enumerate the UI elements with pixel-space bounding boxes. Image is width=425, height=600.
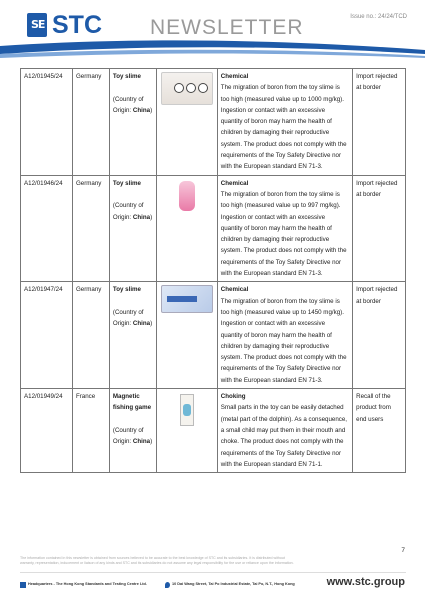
measure-cell	[353, 69, 406, 176]
footer-divider	[20, 572, 406, 573]
hazard-line: requirements of the Toy Safety Directive nor	[220, 258, 342, 266]
product-name: Magnetic	[112, 393, 140, 401]
product-photo	[161, 285, 213, 313]
logo-mark-text: SE	[31, 18, 45, 31]
origin-line: Origin: China)	[112, 320, 153, 328]
image-cell	[156, 282, 217, 389]
origin-line: Origin: China)	[112, 438, 153, 446]
measure-line: product from	[356, 404, 391, 412]
hazard-line: quantity of boron may harm the health of	[220, 331, 332, 339]
hazard-cell	[217, 69, 352, 176]
hazard-cell	[217, 389, 352, 473]
product-name: fishing game	[112, 404, 152, 412]
hazard-line: Ingestion or contact with an excessive	[220, 320, 326, 328]
hazard-line: a small child may put them in their mouth and	[220, 426, 346, 434]
origin-country: China	[132, 106, 151, 114]
disclaimer-line: The information contained in this newsletter is obtained from sources believed to be accurate to the best knowledge of STC and its subsidiaries. It is distributed without	[20, 556, 285, 560]
measure-cell	[353, 389, 406, 473]
hazard-line: quantity of boron may harm the health of	[220, 118, 332, 126]
hazard-line: requirements of the Toy Safety Directive nor	[220, 152, 342, 160]
hazard-line: Ingestion or contact with an excessive	[220, 106, 326, 114]
hazard-type: Chemical	[220, 73, 249, 80]
product-name: Toy slime	[112, 179, 141, 187]
hazard-line: with the European standard EN 71-3.	[220, 163, 323, 171]
hazard-line: system. The product does not comply with the	[220, 140, 347, 148]
origin-country: China	[132, 320, 151, 328]
origin-label: (Country of	[112, 202, 144, 210]
product-photo	[172, 179, 202, 213]
hazard-line: The migration of boron from the toy slime is	[220, 190, 340, 198]
address-text: 10 Dai Wang Street, Tai Po Industrial Estate, Tai Po, N.T., Hong Kong	[172, 582, 295, 586]
hazard-cell	[217, 175, 352, 282]
hazard-type: Choking	[220, 393, 246, 401]
hazard-line: too high (measured value up to 1000 mg/kg).	[220, 95, 344, 103]
hazard-line: children by damaging their reproductive	[220, 129, 330, 137]
hazard-line: with the European standard EN 71-1.	[220, 460, 323, 468]
hazard-line: system. The product does not comply with the	[220, 247, 347, 255]
measure-line: Import rejected	[356, 286, 398, 294]
hazard-line: children by damaging their reproductive	[220, 342, 330, 350]
product-cell	[109, 282, 156, 389]
hazard-cell	[217, 282, 352, 389]
page-number: 7	[401, 547, 405, 554]
header-swoosh	[0, 40, 425, 66]
ref-cell: A12/01949/24	[21, 389, 73, 473]
country-cell: Germany	[72, 69, 109, 176]
table-row	[21, 175, 406, 282]
location-pin-icon	[165, 582, 170, 588]
newsletter-header	[0, 0, 425, 58]
hazard-line: choke. The product does not comply with the	[220, 438, 344, 446]
page-footer	[0, 576, 425, 596]
headquarters-text: Headquarters - The Hong Kong Standards and Testing Centre Ltd.	[28, 582, 147, 586]
hazard-line: too high (measured value up to 997 mg/kg).	[220, 202, 341, 210]
ref-cell: A12/01947/24	[21, 282, 73, 389]
origin-country: China	[132, 438, 151, 446]
product-name: Toy slime	[112, 73, 141, 80]
stc-logo-mark	[27, 13, 47, 37]
hazard-type: Chemical	[220, 286, 249, 294]
ref-cell: A12/01945/24	[21, 69, 73, 176]
ref-cell: A12/01946/24	[21, 175, 73, 282]
origin-label: (Country of	[112, 95, 144, 103]
hazard-line: with the European standard EN 71-3.	[220, 376, 323, 384]
hazard-line: The migration of boron from the toy slime is	[220, 297, 340, 305]
table-row	[21, 389, 406, 473]
image-cell	[156, 175, 217, 282]
product-cell	[109, 389, 156, 473]
website-link[interactable]: www.stc.group	[326, 576, 405, 588]
hazard-line: The migration of boron from the toy slime is	[220, 84, 340, 92]
stc-logo-text: STC	[52, 11, 102, 39]
disclaimer-line: warranty, representation, inducement or liaison of any kinds and STC and its subsidiaries do not assume any legal responsibility for the use or reliance upon the information.	[20, 561, 294, 565]
measure-line: at border	[356, 190, 381, 198]
measure-cell	[353, 175, 406, 282]
measure-line: at border	[356, 297, 381, 305]
hazard-type: Chemical	[220, 179, 249, 187]
hazard-line: (metal part of the dolphin). As a consequence,	[220, 415, 348, 423]
image-cell	[156, 389, 217, 473]
hazard-line: Small parts in the toy can be easily detached	[220, 404, 344, 412]
table-row	[21, 282, 406, 389]
hazard-line: too high (measured value up to 1450 mg/kg).	[220, 308, 344, 316]
origin-country: China	[132, 213, 151, 221]
building-icon	[20, 582, 26, 588]
hazard-line: requirements of the Toy Safety Directive nor	[220, 365, 342, 373]
product-cell	[109, 69, 156, 176]
product-name: Toy slime	[112, 286, 141, 294]
measure-line: at border	[356, 84, 381, 92]
hazard-line: with the European standard EN 71-3.	[220, 270, 323, 278]
issue-number: Issue no.: 24/24/TCD	[350, 14, 407, 20]
measure-line: Import rejected	[356, 73, 398, 80]
product-photo	[161, 72, 213, 105]
disclaimer	[20, 556, 380, 566]
hazard-line: requirements of the Toy Safety Directive nor	[220, 449, 342, 457]
hazard-line: children by damaging their reproductive	[220, 236, 330, 244]
recall-table	[20, 68, 406, 473]
origin-label: (Country of	[112, 426, 144, 434]
origin-line: Origin: China)	[112, 213, 153, 221]
hazard-line: quantity of boron may harm the health of	[220, 224, 332, 232]
image-cell	[156, 69, 217, 176]
country-cell: Germany	[72, 282, 109, 389]
measure-line: Recall of the	[356, 393, 391, 401]
hazard-line: system. The product does not comply with the	[220, 354, 347, 362]
measure-line: end users	[356, 415, 384, 423]
country-cell: Germany	[72, 175, 109, 282]
country-cell: France	[72, 389, 109, 473]
table-row	[21, 69, 406, 176]
origin-line: Origin: China)	[112, 106, 153, 114]
newsletter-title: NEWSLETTER	[150, 16, 304, 39]
product-photo	[178, 392, 196, 428]
hazard-line: Ingestion or contact with an excessive	[220, 213, 326, 221]
measure-cell	[353, 282, 406, 389]
measure-line: Import rejected	[356, 179, 398, 187]
origin-label: (Country of	[112, 308, 144, 316]
product-cell	[109, 175, 156, 282]
